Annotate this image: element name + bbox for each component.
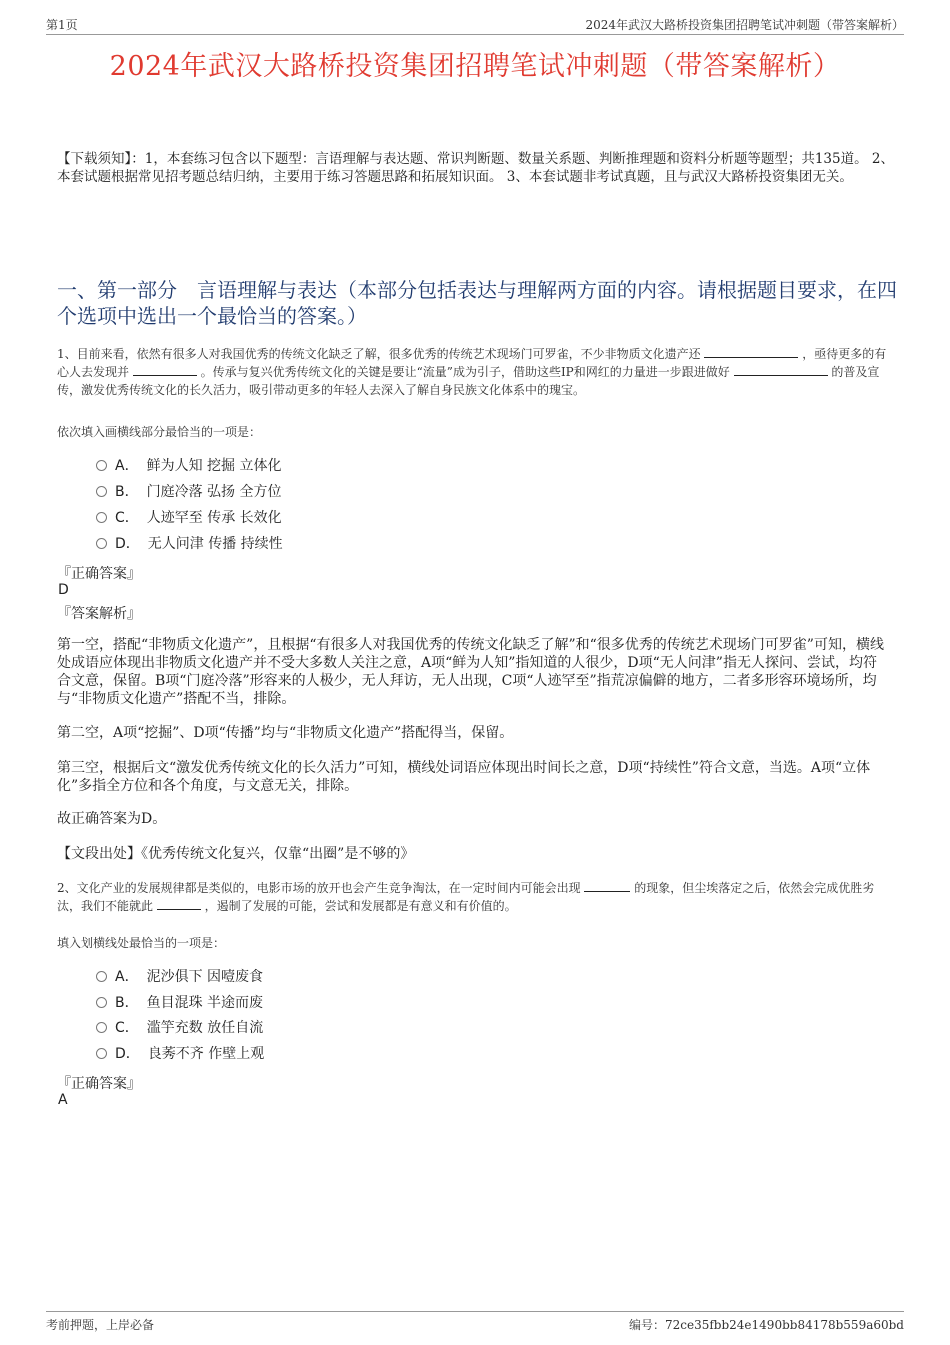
q1-option-c[interactable]: C． 人迹罕至 传承 长效化 [96,508,282,528]
q2-blank-2 [157,897,201,910]
header-doc-title: 2024年武汉大路桥投资集团招聘笔试冲刺题（带答案解析） [585,18,904,32]
q1-blank-2 [133,363,197,376]
q1-text-2: ，亟待更多的有心人去发现并 [57,347,887,379]
q1-option-b[interactable]: B． 门庭冷落 弘扬 全方位 [96,482,282,502]
q2-answer: A [58,1092,68,1108]
radio-icon[interactable] [96,460,107,471]
q1-text-1: 1、目前来看，依然有很多人对我国优秀的传统文化缺乏了解，很多优秀的传统艺术现场门可罗雀，不少非物质文化遗产还 [57,347,701,361]
q2-text-3: ，遏制了发展的可能，尝试和发展都是有意义和有价值的。 [204,899,517,913]
q2-option-a[interactable]: A． 泥沙俱下 因噎废食 [96,967,263,987]
q1-text-3: 。传承与复兴优秀传统文化的关键是要让“流量”成为引子，借助这些IP和网红的力量进一步跟进做好 [200,365,730,379]
page-header [46,14,904,35]
q1-analysis-label: 『答案解析』 [57,606,141,622]
radio-icon[interactable] [96,997,107,1008]
q1-analysis-4: 故正确答案为D。 [57,811,167,827]
page-number: 第1页 [46,18,78,32]
question-2-stem [57,879,897,915]
download-notice: 【下载须知】：1，本套练习包含以下题型：言语理解与表达题、常识判断题、数量关系题、判断推理题和资料分析题等题型；共135道。 2、本套试题根据常见招考题总结归纳，主要用于练习答题思路和拓展知识面。 3、本套试题非考试真题，且与武汉大路桥投资集团无关。 [57,151,894,185]
radio-icon[interactable] [96,486,107,497]
q1-option-d[interactable]: D． 无人问津 传播 持续性 [96,534,283,554]
radio-icon[interactable] [96,512,107,523]
q1-text-4: 的普及宣传，激发优秀传统文化的长久活力，吸引带动更多的年轻人去深入了解自身民族文化体系中的瑰宝。 [57,365,880,397]
q2-blank-1 [584,879,630,892]
q1-analysis-1: 第一空，搭配“非物质文化遗产”，且根据“有很多人对我国优秀的传统文化缺乏了解”和“很多优秀的传统艺术现场门可罗雀”可知，横线处成语应体现出非物质文化遗产并不受大多数人关注之意，A项“鲜为人知”指知道的人很少，D项“无人问津”指无人探问、尝试，均符合文意，保留。B项“门庭冷落”形容来的人极少，无人拜访，无人出现，C项“人迹罕至”指荒凉偏僻的地方，二者多形容环境场所，均与“非物质文化遗产”搭配不当，排除。 [57,637,884,707]
page-footer [46,1311,904,1332]
radio-icon[interactable] [96,971,107,982]
footer-id: 编号：72ce35fbb24e1490bb84178b559a60bd [629,1318,904,1332]
q1-answer: D [58,582,69,598]
q1-analysis-2: 第二空，A项“挖掘”、D项“传播”均与“非物质文化遗产”搭配得当，保留。 [57,725,514,741]
radio-icon[interactable] [96,1048,107,1059]
q1-source: 【文段出处】《优秀传统文化复兴，仅靠“出圈”是不够的》 [57,846,415,862]
q2-option-b[interactable]: B． 鱼目混珠 半途而废 [96,993,263,1013]
q1-blank-1 [704,345,798,358]
q2-prompt: 填入划横线处最恰当的一项是： [57,936,226,950]
q1-blank-3 [734,363,828,376]
q1-analysis-3: 第三空，根据后文“激发优秀传统文化的长久活力”可知，横线处词语应体现出时间长之意，D项“持续性”符合文意，当选。A项“立体化”多指全方位和各个角度，与文意无关，排除。 [57,760,871,794]
q1-prompt: 依次填入画横线部分最恰当的一项是： [57,425,262,439]
q2-answer-label: 『正确答案』 [57,1076,141,1092]
q2-text-2: 的现象，但尘埃落定之后，依然会完成优胜劣汰，我们不能就此 [57,881,875,913]
section-heading: 一、第一部分 言语理解与表达（本部分包括表达与理解两方面的内容。请根据题目要求，在四个选项中选出一个最恰当的答案。） [57,278,897,328]
q1-answer-label: 『正确答案』 [57,566,141,582]
q2-text-1: 2、文化产业的发展规律都是类似的，电影市场的放开也会产生竞争淘汰，在一定时间内可能会出现 [57,881,581,895]
question-1-stem [57,345,897,399]
q2-option-d[interactable]: D． 良莠不齐 作壁上观 [96,1044,264,1064]
q2-option-c[interactable]: C． 滥竽充数 放任自流 [96,1018,263,1038]
document-title: 2024年武汉大路桥投资集团招聘笔试冲刺题（带答案解析） [109,51,841,82]
radio-icon[interactable] [96,538,107,549]
footer-slogan: 考前押题，上岸必备 [46,1318,155,1332]
q1-option-a[interactable]: A． 鲜为人知 挖掘 立体化 [96,456,281,476]
radio-icon[interactable] [96,1022,107,1033]
